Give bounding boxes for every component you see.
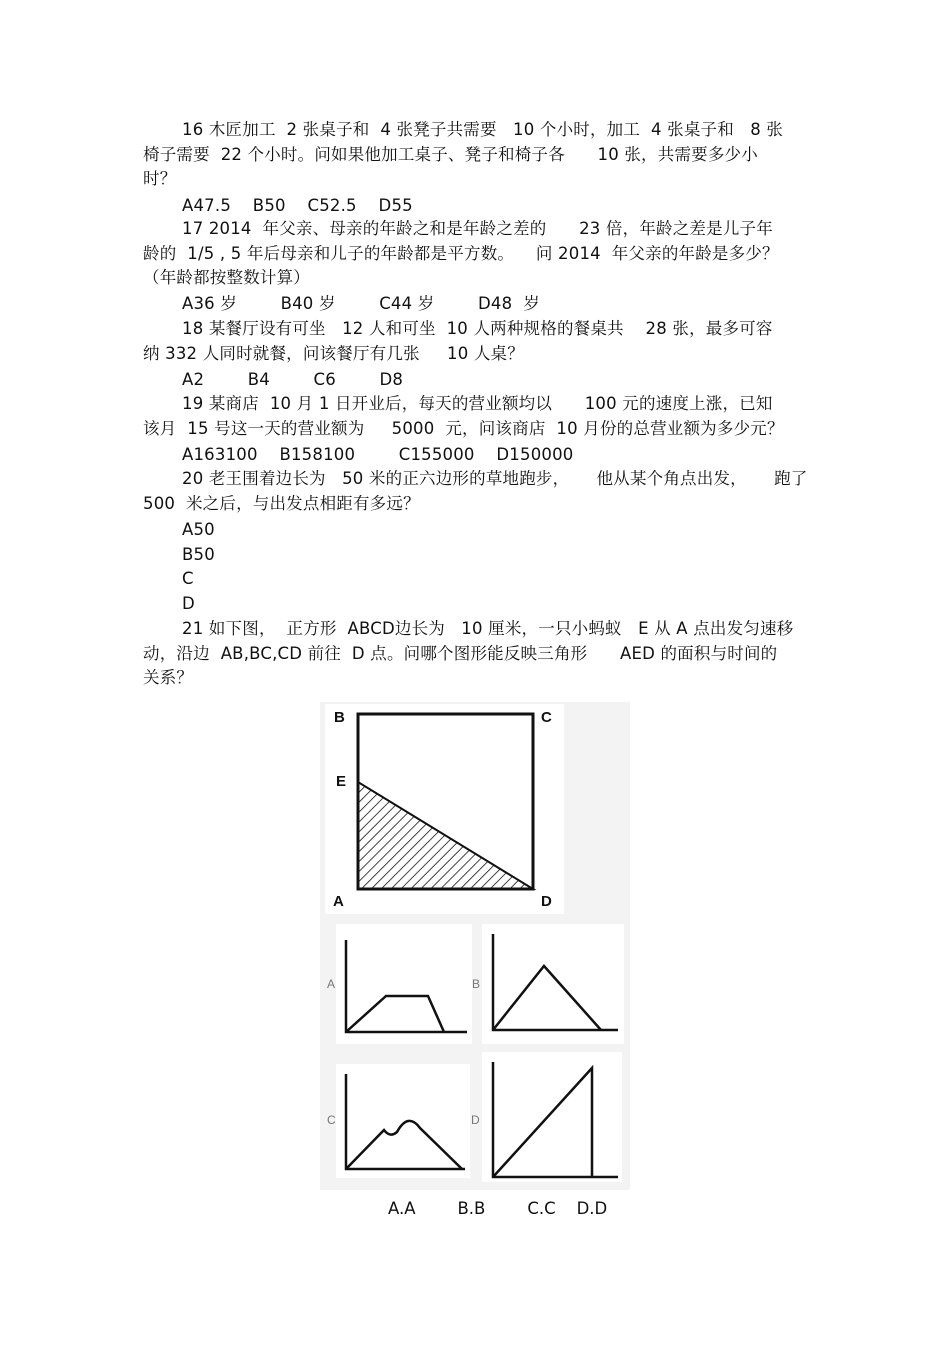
- q20-option-a: A50: [182, 520, 215, 539]
- q19-options: A163100 B158100 C155000 D150000: [182, 445, 574, 464]
- q18-line-1: 18 某餐厅设有可坐 12 人和可坐 10 人两种规格的餐桌共 28 张，最多可容: [182, 319, 773, 338]
- q20-line-2: 500 米之后，与出发点相距有多远？: [143, 494, 420, 513]
- q21-line-3: 关系？: [143, 668, 194, 687]
- graph-c-panel: [336, 1064, 470, 1178]
- graph-d-panel: [482, 1052, 622, 1182]
- q16-options: A47.5 B50 C52.5 D55: [182, 196, 413, 215]
- graph-b-label: B: [472, 977, 481, 991]
- q21-figure: [320, 702, 630, 1190]
- graph-b-panel: [482, 924, 624, 1044]
- q20-option-d: D: [182, 594, 195, 613]
- q18-line-2: 纳 332 人同时就餐，问该餐厅有几张 10 人桌？: [143, 344, 524, 363]
- q21-line-1: 21 如下图， 正方形 ABCD边长为 10 厘米，一只小蚂蚁 E 从 A 点出发匀速移: [182, 619, 794, 638]
- q21-figure-svg: [320, 702, 630, 1190]
- graph-d-label: D: [471, 1113, 480, 1127]
- q21-line-2: 动，沿边 AB,BC,CD 前往 D 点。问哪个图形能反映三角形 AED 的面积与时间的: [143, 644, 778, 663]
- q21-answer-options: A.A B.B C.C D.D: [388, 1199, 608, 1218]
- q20-line-1: 20 老王围着边长为 50 米的正六边形的草地跑步， 他从某个角点出发， 跑了: [182, 469, 808, 488]
- q16-line-1: 16 木匠加工 2 张桌子和 4 张凳子共需要 10 个小时，加工 4 张桌子和 8 张: [182, 120, 784, 139]
- q16-line-2: 椅子需要 22 个小时。问如果他加工桌子、凳子和椅子各 10 张，共需要多少小: [143, 145, 758, 164]
- graph-c-label: C: [327, 1113, 336, 1127]
- q18-options: A2 B4 C6 D8: [182, 370, 404, 389]
- q19-line-1: 19 某商店 10 月 1 日开业后，每天的营业额均以 100 元的速度上涨，已知: [182, 394, 773, 413]
- q17-line-3: （年龄都按整数计算）: [143, 268, 310, 287]
- label-d: D: [541, 893, 552, 910]
- q19-line-2: 该月 15 号这一天的营业额为 5000 元，问该商店 10 月份的总营业额为多少元？: [143, 419, 784, 438]
- q17-line-1: 17 2014 年父亲、母亲的年龄之和是年龄之差的 23 倍，年龄之差是儿子年: [182, 219, 773, 238]
- q17-options: A36 岁 B40 岁 C44 岁 D48 岁: [182, 294, 540, 313]
- label-b: B: [334, 709, 345, 726]
- label-a: A: [333, 893, 344, 910]
- label-e: E: [336, 773, 347, 790]
- graph-a-label: A: [327, 977, 336, 991]
- q16-line-3: 时？: [143, 169, 177, 188]
- q20-option-b: B50: [182, 545, 215, 564]
- label-c: C: [541, 709, 552, 726]
- q17-line-2: 龄的 1/5 , 5 年后母亲和儿子的年龄都是平方数。 问 2014 年父亲的年龄是多少？: [143, 244, 779, 263]
- q20-option-c: C: [182, 569, 194, 588]
- graph-a-panel: [336, 924, 472, 1044]
